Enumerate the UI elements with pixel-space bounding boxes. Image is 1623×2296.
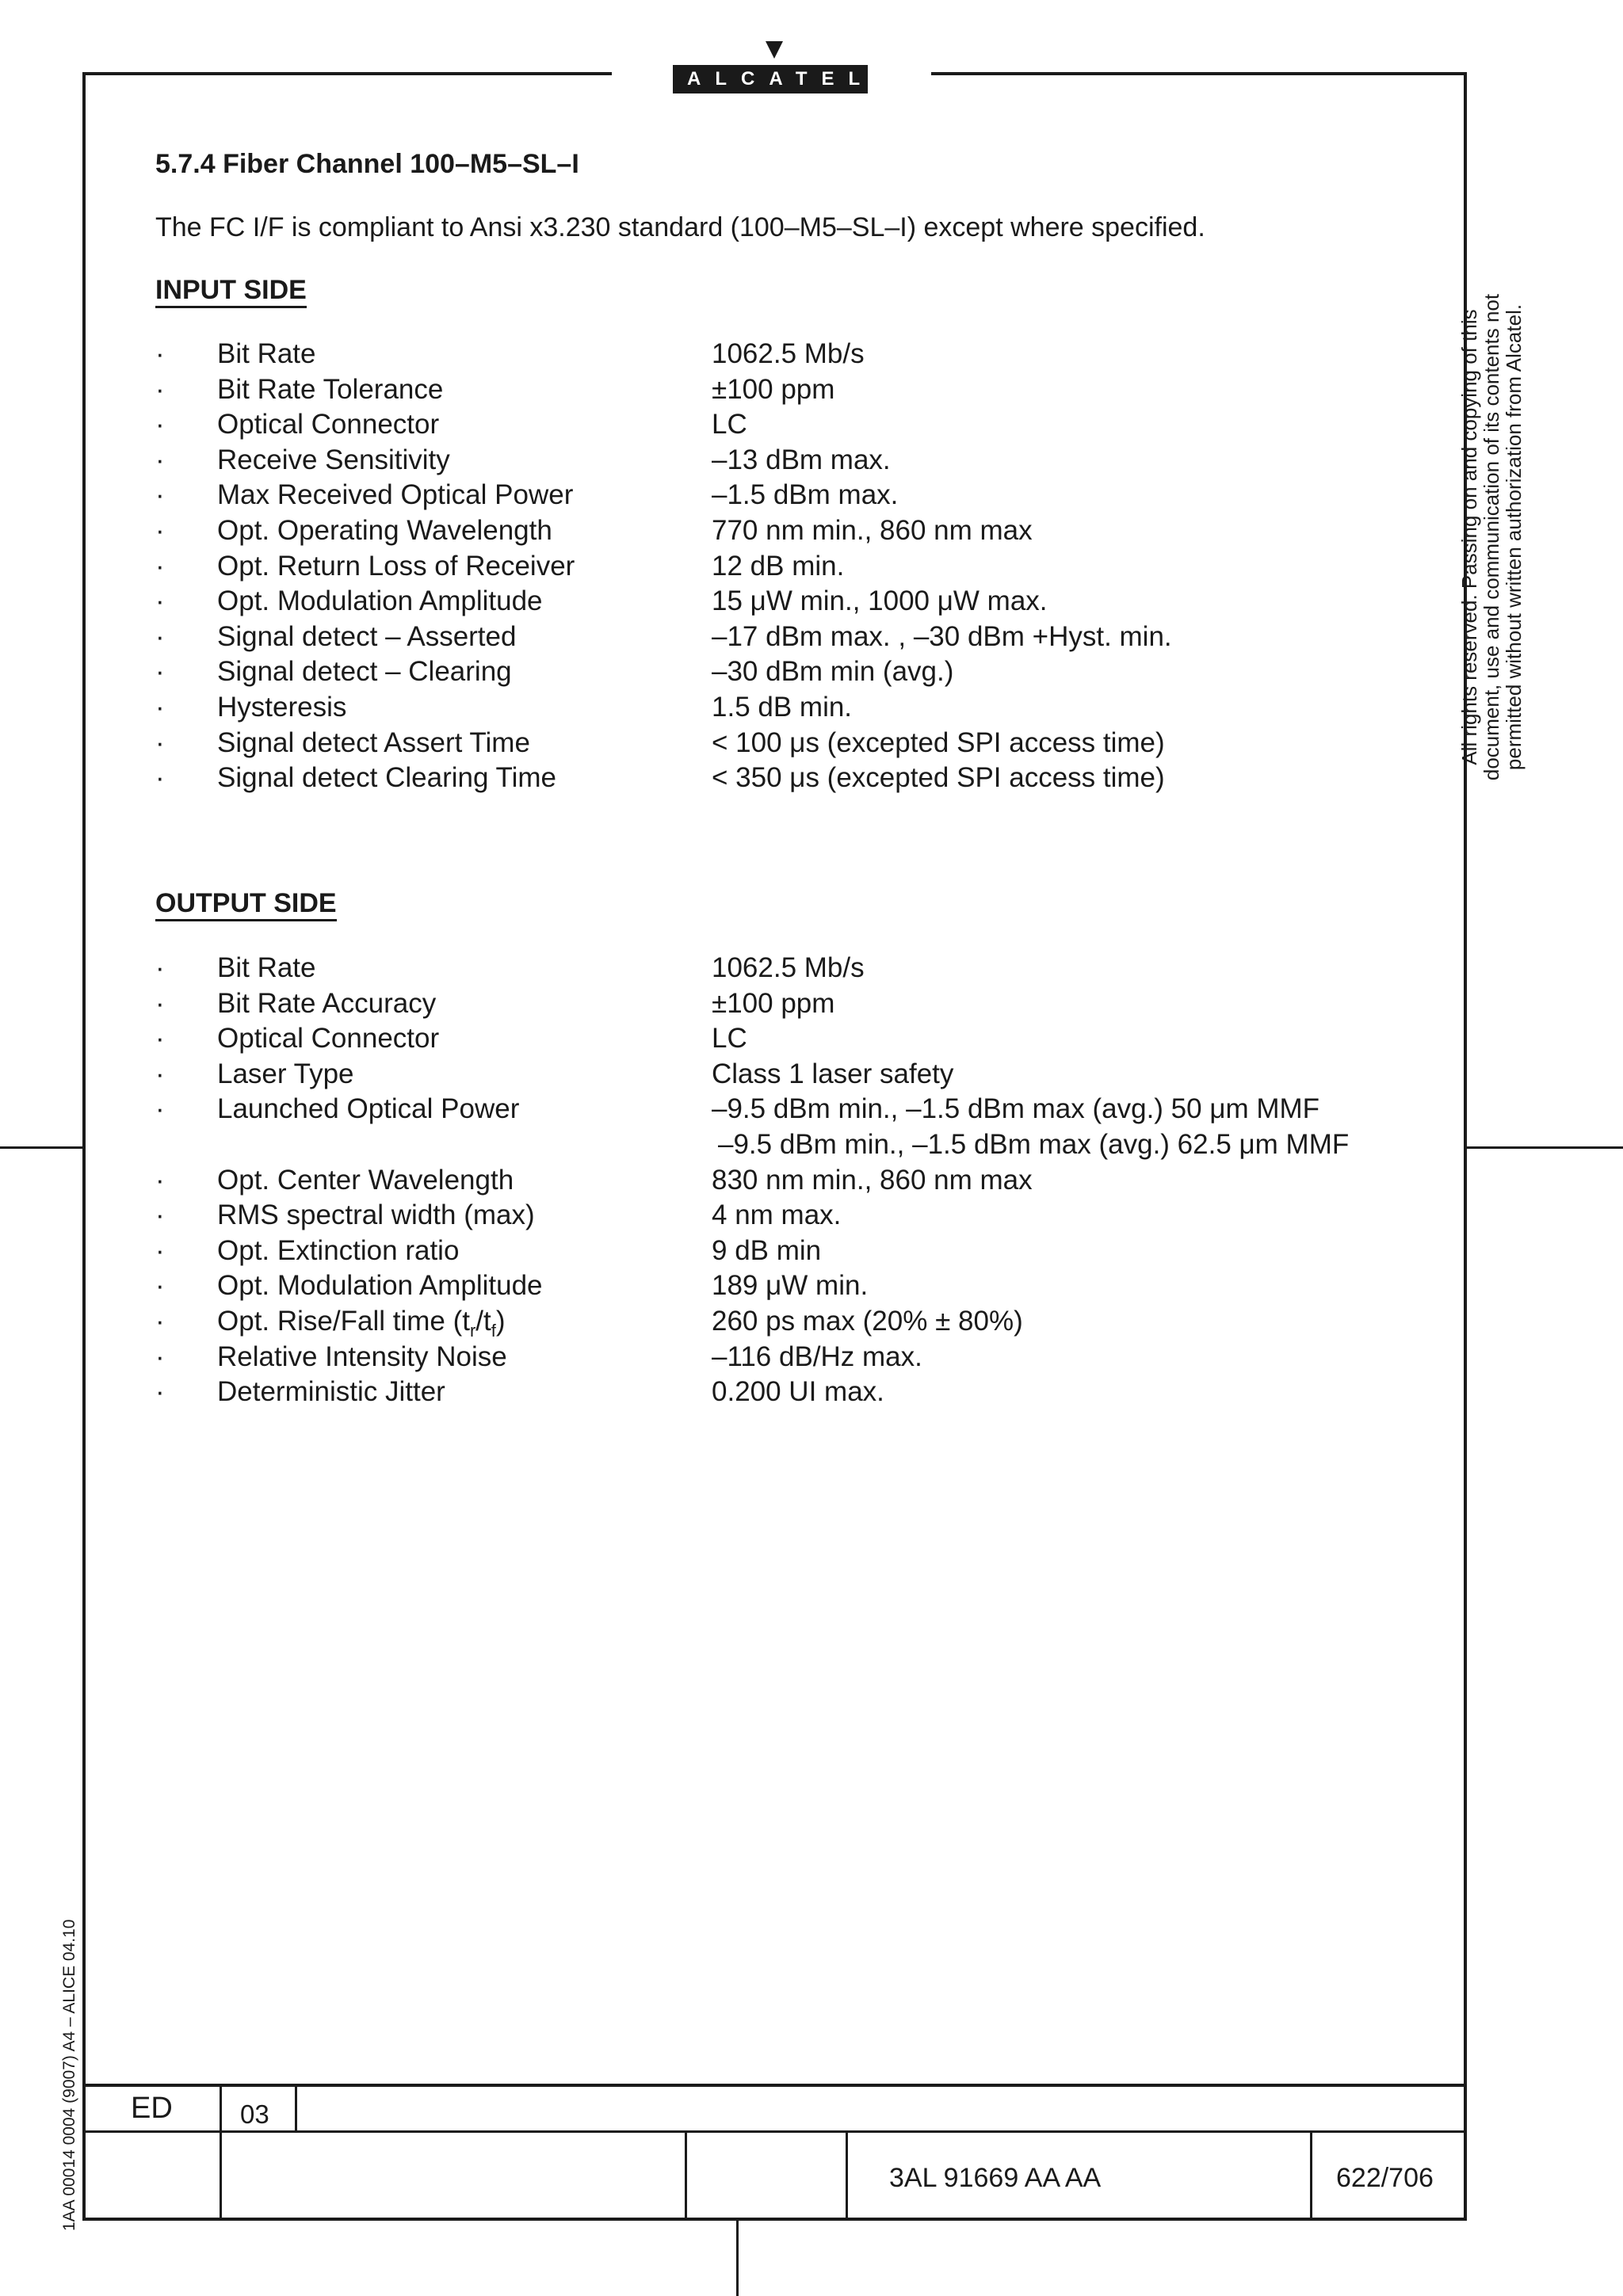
spec-value: 9 dB min	[712, 1234, 822, 1266]
intro-paragraph: The FC I/F is compliant to Ansi x3.230 standard (100–M5–SL–I) except where specified.	[155, 212, 1205, 242]
spec-value: –30 dBm min (avg.)	[712, 656, 954, 688]
bullet: ·	[155, 1058, 165, 1089]
bullet: ·	[155, 656, 165, 688]
spec-value-continued: –9.5 dBm min., –1.5 dBm max (avg.) 62.5 μm MMF	[718, 1128, 1350, 1160]
spec-label: Opt. Center Wavelength	[217, 1164, 514, 1196]
list-item	[155, 1163, 1439, 1199]
input-spec-list	[155, 337, 1439, 796]
spec-label: Signal detect – Clearing	[217, 656, 512, 688]
list-item	[155, 726, 1439, 761]
spec-value: 830 nm min., 860 nm max	[712, 1164, 1033, 1196]
list-item	[155, 1268, 1439, 1304]
doc-number: 3AL 91669 AA AA	[889, 2163, 1102, 2193]
label-text: Opt. Rise/Fall time (t	[217, 1305, 470, 1337]
list-item	[155, 1234, 1439, 1269]
bullet: ·	[155, 444, 165, 475]
label-text: /t	[475, 1305, 491, 1337]
spec-label: Opt. Extinction ratio	[217, 1234, 460, 1266]
spec-value: –1.5 dBm max.	[712, 479, 899, 511]
spec-label: Bit Rate	[217, 952, 316, 983]
list-item	[155, 372, 1439, 408]
bullet: ·	[155, 1023, 165, 1055]
footer-divider-3	[685, 2130, 687, 2221]
spec-value: ±100 ppm	[712, 987, 835, 1019]
bullet: ·	[155, 1199, 165, 1231]
bullet: ·	[155, 373, 165, 405]
spec-label: Launched Optical Power	[217, 1093, 520, 1125]
spec-value: 260 ps max (20% ± 80%)	[712, 1305, 1023, 1337]
list-item	[155, 620, 1439, 655]
bullet: ·	[155, 727, 165, 758]
spec-label: Signal detect – Asserted	[217, 620, 517, 652]
list-item	[155, 407, 1439, 443]
subscript-r: r	[469, 1320, 476, 1341]
spec-label: Opt. Return Loss of Receiver	[217, 550, 575, 582]
spec-label: Signal detect Assert Time	[217, 727, 530, 758]
bullet: ·	[155, 514, 165, 546]
list-item	[155, 761, 1439, 796]
bullet: ·	[155, 1270, 165, 1302]
list-item	[155, 549, 1439, 585]
list-item	[155, 443, 1439, 479]
list-item	[155, 951, 1439, 986]
ed-value: 03	[240, 2100, 269, 2129]
alcatel-logo: ALCATEL	[673, 65, 868, 93]
spec-label: Optical Connector	[217, 409, 440, 441]
subscript-f: f	[491, 1320, 496, 1341]
spec-value: 0.200 UI max.	[712, 1376, 884, 1408]
list-item	[155, 1092, 1439, 1162]
list-item	[155, 1057, 1439, 1093]
spec-label: Bit Rate	[217, 338, 316, 369]
input-side-heading: INPUT SIDE	[155, 274, 307, 308]
list-item	[155, 1304, 1439, 1340]
margin-tick-left	[0, 1146, 84, 1149]
footer-line-bottom	[82, 2218, 1467, 2221]
spec-value: 1.5 dB min.	[712, 691, 853, 723]
spec-label: Opt. Modulation Amplitude	[217, 1270, 543, 1302]
page-number: 622/706	[1336, 2163, 1434, 2193]
footer-bottom-tick	[736, 2219, 739, 2296]
footer-divider-2	[295, 2084, 297, 2132]
bullet: ·	[155, 409, 165, 441]
list-item	[155, 1375, 1439, 1410]
spec-value: ±100 ppm	[712, 373, 835, 405]
rights-notice: All rights reserved. Passing on and copying of this document, use and communication of its contents not permitted without written authorization from Alcatel.	[1457, 293, 1526, 781]
spec-label: Signal detect Clearing Time	[217, 762, 556, 794]
list-item	[155, 986, 1439, 1022]
bullet: ·	[155, 1305, 165, 1337]
footer-line-mid	[82, 2130, 1467, 2133]
spec-label: Hysteresis	[217, 691, 347, 723]
bullet: ·	[155, 1093, 165, 1125]
bullet: ·	[155, 585, 165, 617]
spec-value: 1062.5 Mb/s	[712, 338, 865, 369]
spec-value: LC	[712, 409, 747, 441]
spec-label: Max Received Optical Power	[217, 479, 574, 511]
spec-value: 15 μW min., 1000 μW max.	[712, 585, 1048, 617]
bullet: ·	[155, 1341, 165, 1372]
bullet: ·	[155, 952, 165, 983]
spec-label: Bit Rate Tolerance	[217, 373, 444, 405]
footer-divider-1	[220, 2084, 222, 2221]
spec-value: –116 dB/Hz max.	[712, 1341, 922, 1372]
bullet: ·	[155, 1164, 165, 1196]
spec-value: < 100 μs (excepted SPI access time)	[712, 727, 1165, 758]
spec-label: Relative Intensity Noise	[217, 1341, 507, 1372]
bullet: ·	[155, 1234, 165, 1266]
spec-label: Laser Type	[217, 1058, 354, 1089]
spec-label: Deterministic Jitter	[217, 1376, 445, 1408]
spec-value: 770 nm min., 860 nm max	[712, 514, 1033, 546]
section-title: 5.7.4 Fiber Channel 100–M5–SL–I	[155, 149, 579, 179]
bullet: ·	[155, 479, 165, 511]
spec-label: Receive Sensitivity	[217, 444, 450, 475]
list-item	[155, 478, 1439, 513]
list-item	[155, 654, 1439, 690]
spec-value: –13 dBm max.	[712, 444, 891, 475]
bullet: ·	[155, 620, 165, 652]
label-text: )	[495, 1305, 506, 1337]
form-code: 1AA 00014 0004 (9007) A4 – ALICE 04.10	[60, 1919, 78, 2231]
spec-label: Opt. Operating Wavelength	[217, 514, 552, 546]
list-item	[155, 513, 1439, 549]
spec-value: 12 dB min.	[712, 550, 845, 582]
footer-line-top	[82, 2084, 1467, 2087]
margin-tick-right	[1465, 1146, 1623, 1149]
output-side-heading: OUTPUT SIDE	[155, 887, 337, 921]
spec-value: Class 1 laser safety	[712, 1058, 954, 1089]
spec-value: 1062.5 Mb/s	[712, 952, 865, 983]
spec-label: Bit Rate Accuracy	[217, 987, 437, 1019]
output-spec-list	[155, 951, 1439, 1410]
spec-label: Opt. Modulation Amplitude	[217, 585, 543, 617]
ed-label: ED	[131, 2092, 173, 2125]
frame-top-right	[931, 72, 1467, 75]
logo-triangle-icon	[766, 41, 783, 59]
list-item	[155, 1340, 1439, 1375]
frame-top-left	[82, 72, 612, 75]
spec-value: 189 μW min.	[712, 1270, 869, 1302]
spec-value: –17 dBm max. , –30 dBm +Hyst. min.	[712, 620, 1172, 652]
bullet: ·	[155, 691, 165, 723]
list-item	[155, 1021, 1439, 1057]
spec-value: < 350 μs (excepted SPI access time)	[712, 762, 1165, 794]
list-item	[155, 337, 1439, 372]
footer-divider-4	[846, 2130, 848, 2221]
bullet: ·	[155, 987, 165, 1019]
bullet: ·	[155, 550, 165, 582]
bullet: ·	[155, 1376, 165, 1408]
list-item	[155, 584, 1439, 620]
spec-value: 4 nm max.	[712, 1199, 842, 1231]
spec-value: –9.5 dBm min., –1.5 dBm max (avg.) 50 μm MMF	[712, 1093, 1320, 1125]
spec-label: Optical Connector	[217, 1023, 440, 1055]
bullet: ·	[155, 338, 165, 369]
bullet: ·	[155, 762, 165, 794]
spec-value: LC	[712, 1023, 747, 1055]
footer-divider-5	[1310, 2130, 1312, 2221]
list-item	[155, 1198, 1439, 1234]
list-item	[155, 690, 1439, 726]
spec-label: RMS spectral width (max)	[217, 1199, 535, 1231]
